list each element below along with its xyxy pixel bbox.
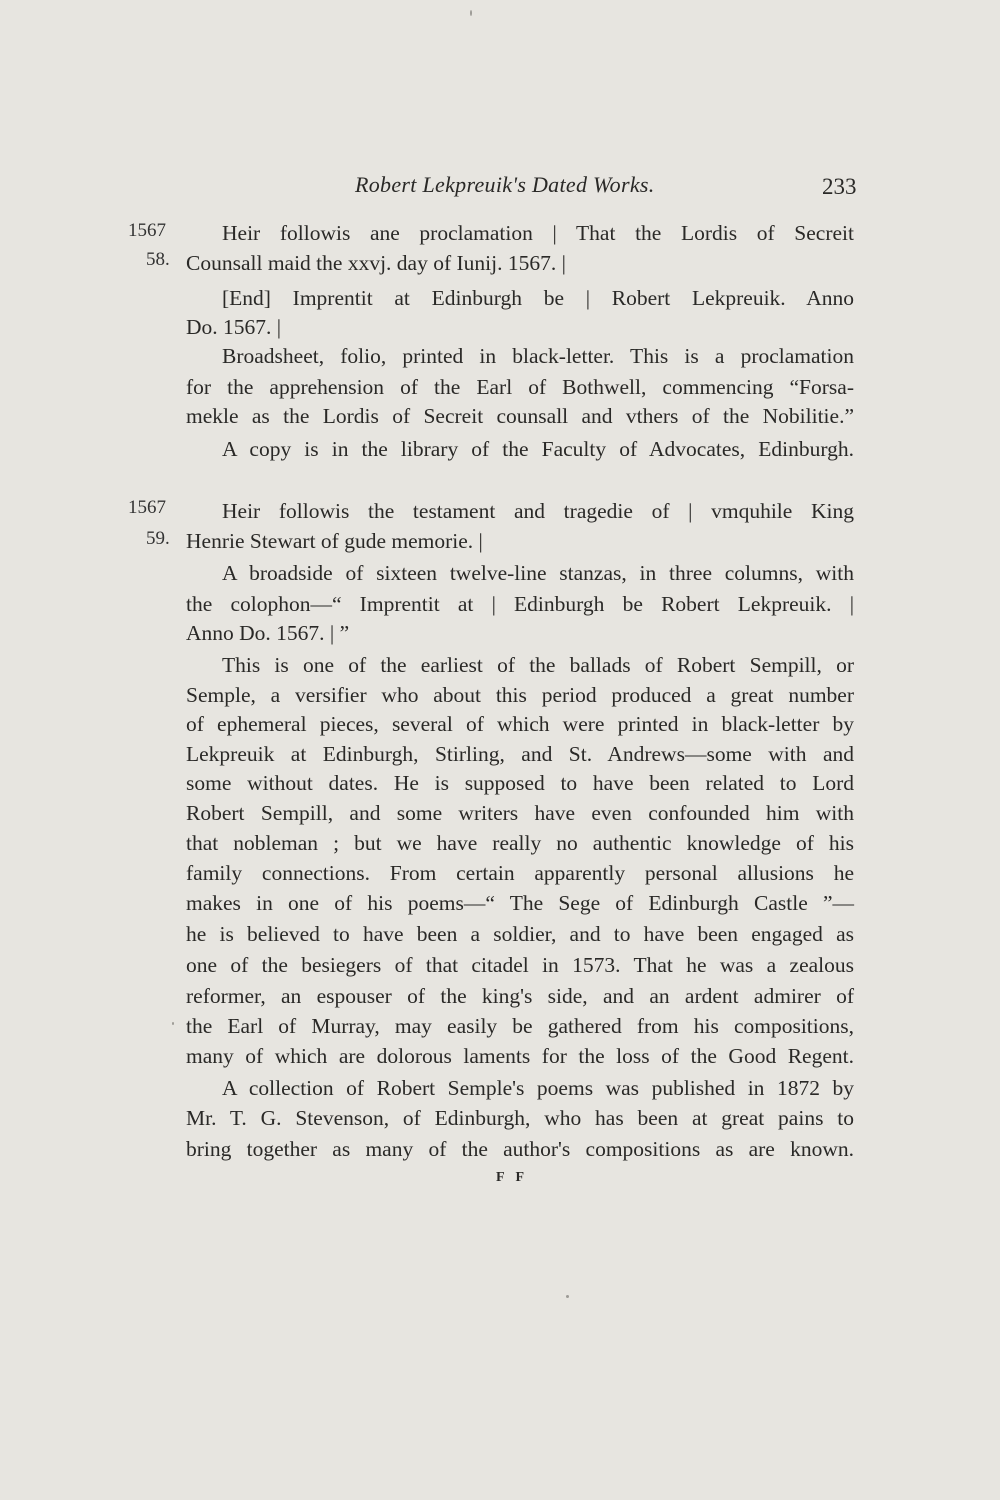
text-line: Heir followis ane proclamation | That the Lordis of Secreit xyxy=(222,221,854,245)
paper-speck xyxy=(172,1022,174,1025)
text-line: Counsall maid the xxvj. day of Iunij. 1567. | xyxy=(186,251,566,275)
paper-speck xyxy=(470,10,472,16)
text-line: one of the besiegers of that citadel in 1573. That he was a zealous xyxy=(186,953,854,977)
entry-year: 1567 xyxy=(128,220,166,241)
text-line: the colophon—“ Imprentit at | Edinburgh be Robert Lekpreuik. | xyxy=(186,592,854,616)
text-line: some without dates. He is supposed to have been related to Lord xyxy=(186,771,854,795)
text-line: of ephemeral pieces, several of which were printed in black-letter by xyxy=(186,712,854,736)
text-line: [End] Imprentit at Edinburgh be | Robert Lekpreuik. Anno xyxy=(222,286,854,310)
text-line: Henrie Stewart of gude memorie. | xyxy=(186,529,483,553)
entry-number: 58. xyxy=(146,249,170,270)
text-line: Anno Do. 1567. | ” xyxy=(186,621,350,645)
text-line: for the apprehension of the Earl of Bothwell, commencing “Forsa- xyxy=(186,375,854,399)
running-head xyxy=(0,168,1000,208)
text-line: A collection of Robert Semple's poems was published in 1872 by xyxy=(222,1076,854,1100)
text-line: reformer, an espouser of the king's side, and an ardent admirer of xyxy=(186,984,854,1008)
paper-speck xyxy=(566,1295,569,1298)
text-line: makes in one of his poems—“ The Sege of Edinburgh Castle ”— xyxy=(186,891,854,915)
text-line: bring together as many of the author's compositions as are known. xyxy=(186,1137,854,1161)
running-title: Robert Lekpreuik's Dated Works. xyxy=(355,172,655,197)
text-line: This is one of the earliest of the ballads of Robert Sempill, or xyxy=(222,653,854,677)
text-line: family connections. From certain apparently personal allusions he xyxy=(186,861,854,885)
text-line: mekle as the Lordis of Secreit counsall and vthers of the Nobilitie.” xyxy=(186,404,854,428)
text-line: Semple, a versifier who about this period produced a great number xyxy=(186,683,854,707)
text-line: Mr. T. G. Stevenson, of Edinburgh, who has been at great pains to xyxy=(186,1106,854,1130)
entry-year: 1567 xyxy=(128,497,166,518)
text-line: many of which are dolorous laments for the loss of the Good Regent. xyxy=(186,1044,854,1068)
text-line: Do. 1567. | xyxy=(186,315,282,339)
signature-mark: F F xyxy=(496,1170,529,1185)
text-line: A broadside of sixteen twelve-line stanzas, in three columns, with xyxy=(222,561,854,585)
entry-number: 59. xyxy=(146,528,170,549)
text-line: Lekpreuik at Edinburgh, Stirling, and St. Andrews—some with and xyxy=(186,742,854,766)
text-line: A copy is in the library of the Faculty of Advocates, Edinburgh. xyxy=(222,437,854,461)
text-line: Heir followis the testament and tragedie of | vmquhile King xyxy=(222,499,854,523)
text-line: Broadsheet, folio, printed in black-letter. This is a proclamation xyxy=(222,344,854,368)
text-line: he is believed to have been a soldier, and to have been engaged as xyxy=(186,922,854,946)
text-line: that nobleman ; but we have really no authentic knowledge of his xyxy=(186,831,854,855)
text-line: the Earl of Murray, may easily be gathered from his compositions, xyxy=(186,1014,854,1038)
page-number: 233 xyxy=(822,174,857,199)
text-line: Robert Sempill, and some writers have even confounded him with xyxy=(186,801,854,825)
